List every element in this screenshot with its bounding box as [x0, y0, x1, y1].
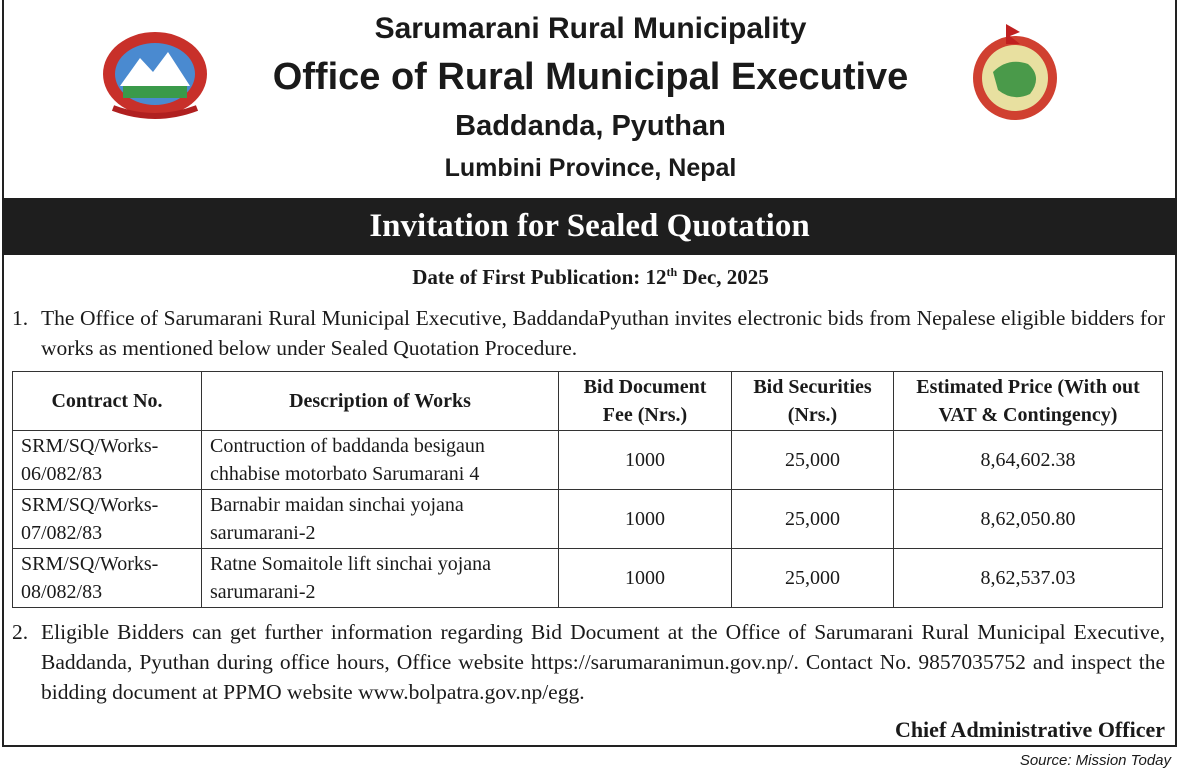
date-label: Date of First Publication: 12 — [412, 265, 667, 289]
header-description: Description of Works — [202, 372, 559, 431]
item-number: 2. — [12, 620, 29, 644]
description: Contruction of baddanda besigaun chhabise motorbato Sarumarani 4 — [202, 431, 559, 490]
bid-fee: 1000 — [559, 549, 732, 608]
contract-no: SRM/SQ/Works-07/082/83 — [13, 490, 202, 549]
paragraph-text: The Office of Sarumarani Rural Municipal Executive, BaddandaPyuthan invites electronic bids from Nepalese eligible bidders for works as mentioned below under Sealed Quotation Procedure. — [41, 306, 1165, 360]
contract-no: SRM/SQ/Works-06/082/83 — [13, 431, 202, 490]
bid-fee: 1000 — [559, 431, 732, 490]
header-estimated-price: Estimated Price (With out VAT & Contingency) — [894, 372, 1163, 431]
description: Ratne Somaitole lift sinchai yojana sarumarani-2 — [202, 549, 559, 608]
bid-security: 25,000 — [732, 490, 894, 549]
header-bid-security: Bid Securities (Nrs.) — [732, 372, 894, 431]
table-header-row — [13, 372, 1163, 431]
header-bid-fee: Bid Document Fee (Nrs.) — [559, 372, 732, 431]
municipality-name: Sarumarani Rural Municipality — [374, 12, 807, 45]
date-suffix: th — [666, 265, 678, 279]
estimated-price: 8,62,050.80 — [894, 490, 1163, 549]
bid-security: 25,000 — [732, 431, 894, 490]
paragraph-2 — [12, 617, 1165, 707]
table-row — [13, 549, 1163, 608]
bid-security: 25,000 — [732, 549, 894, 608]
works-table — [12, 371, 1163, 608]
table-row — [13, 431, 1163, 490]
office-location: Baddanda, Pyuthan — [455, 110, 726, 142]
publication-date — [0, 265, 1181, 290]
office-name: Office of Rural Municipal Executive — [272, 56, 909, 98]
contract-no: SRM/SQ/Works-08/082/83 — [13, 549, 202, 608]
paragraph-text: Eligible Bidders can get further information regarding Bid Document at the Office of Sarumarani Rural Municipal Executive, Baddanda, Pyuthan during office hours, Office website https://sarumaranimun.gov.np/. Contact No. 9857035752 and inspect the bidding document at PPMO website www.bolpatra.gov.np/egg. — [41, 620, 1165, 704]
province: Lumbini Province, Nepal — [444, 154, 737, 182]
header-contract-no: Contract No. — [13, 372, 202, 431]
estimated-price: 8,64,602.38 — [894, 431, 1163, 490]
item-number: 1. — [12, 306, 29, 330]
table-row — [13, 490, 1163, 549]
estimated-price: 8,62,537.03 — [894, 549, 1163, 608]
source-credit: Source: Mission Today — [1019, 752, 1171, 769]
bid-fee: 1000 — [559, 490, 732, 549]
description: Barnabir maidan sinchai yojana sarumarani-2 — [202, 490, 559, 549]
signatory: Chief Administrative Officer — [894, 717, 1165, 742]
paragraph-1 — [12, 303, 1165, 363]
notice-title: Invitation for Sealed Quotation — [2, 198, 1177, 255]
date-rest: Dec, 2025 — [677, 265, 769, 289]
